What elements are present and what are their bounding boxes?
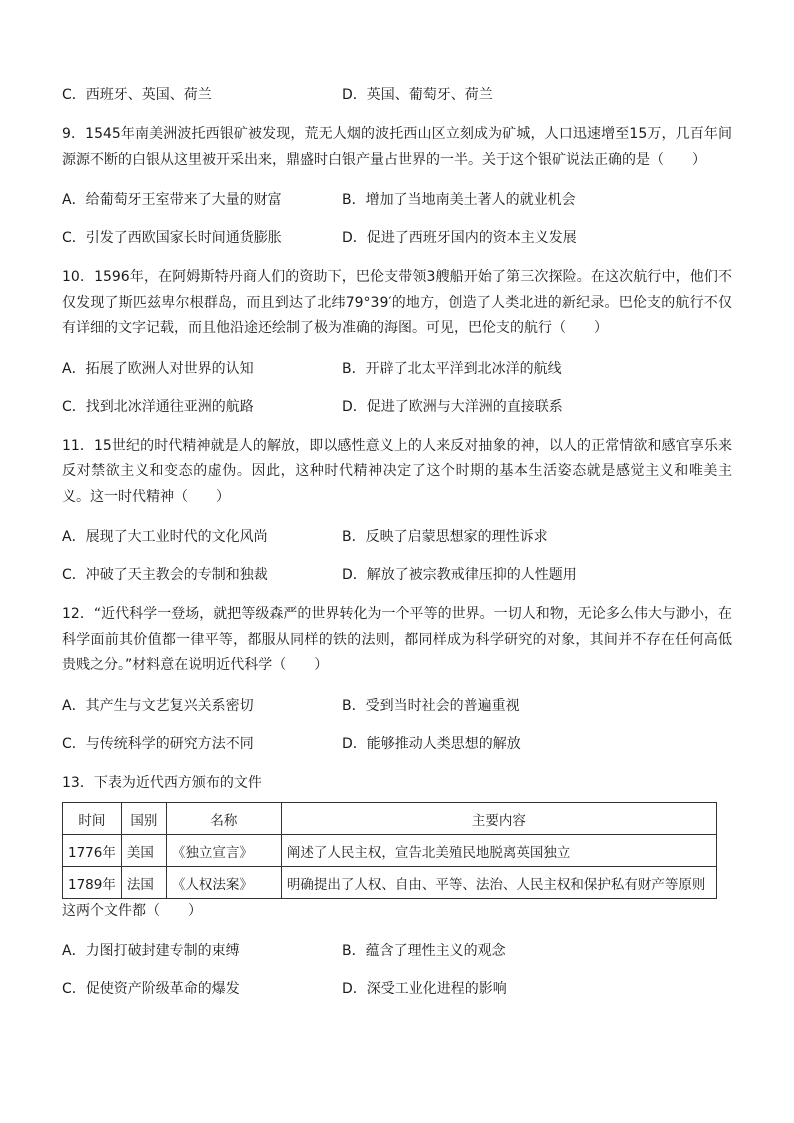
q11-stem: 11．15世纪的时代精神就是人的解放，即以感性意义上的人来反对抽象的神，以人的正常情欲和感官享乐来反对禁欲主义和变态的虚伪。因此，这种时代精神决定了这个时期的基本生活姿态就是感觉主义和唯美主义。这一时代精神（ ） bbox=[62, 437, 732, 505]
table-header-time: 时间 bbox=[63, 803, 122, 835]
q13-options-row-cd bbox=[62, 978, 732, 1000]
q9-stem: 9．1545年南美洲波托西银矿被发现，荒无人烟的波托西山区立刻成为矿城，人口迅速增至15万，几百年间源源不断的白银从这里被开采出来，鼎盛时白银产量占世界的一半。关于这个银矿说法正确的是（ ） bbox=[62, 126, 732, 168]
q8-options-row-cd bbox=[62, 84, 732, 106]
q10-options-row-ab bbox=[62, 358, 732, 380]
q10-stem: 10．1596年，在阿姆斯特丹商人们的资助下，巴伦支带领3艘船开始了第三次探险。在这次航行中，他们不仅发现了斯匹兹卑尔根群岛，而且到达了北纬79°39′的地方，创造了人类北进的新纪录。巴伦支的航行不仅有详细的文字记载，而且他沿途还绘制了极为准确的海图。可见，巴伦支的航行（ ） bbox=[62, 269, 732, 336]
table-cell-content: 明确提出了人权、自由、平等、法治、人民主权和保护私有财产等原则 bbox=[281, 867, 716, 899]
table-cell-time: 1789年 bbox=[63, 867, 122, 899]
q11-options-row-cd bbox=[62, 564, 732, 586]
q11-option-d: D．解放了被宗教戒律压抑的人性题用 bbox=[342, 567, 577, 583]
q13-option-c: C．促使资产阶级革命的爆发 bbox=[62, 980, 240, 997]
q11-option-c: C．冲破了天主教会的专制和独裁 bbox=[62, 567, 268, 583]
q12-option-b: B．受到当时社会的普遍重视 bbox=[342, 697, 520, 714]
q10-options-row-cd bbox=[62, 396, 732, 418]
documents-table bbox=[62, 802, 717, 899]
q8-option-c: C．西班牙、英国、荷兰 bbox=[62, 87, 212, 103]
q8-option-d: D．英国、葡萄牙、荷兰 bbox=[342, 87, 493, 103]
q12-option-a: A．其产生与文艺复兴关系密切 bbox=[62, 697, 254, 714]
q9-options-row-cd bbox=[62, 227, 732, 249]
q11-option-b: B．反映了启蒙思想家的理性诉求 bbox=[342, 529, 548, 545]
q13-option-b: B．蕴含了理性主义的观念 bbox=[342, 942, 506, 959]
table-cell-country: 美国 bbox=[121, 835, 166, 867]
table-cell-content: 阐述了人民主权，宣告北美殖民地脱离英国独立 bbox=[281, 835, 716, 867]
q10-option-b: B．开辟了北太平洋到北冰洋的航线 bbox=[342, 360, 562, 377]
q10-option-d: D．促进了欧洲与大洋洲的直接联系 bbox=[342, 398, 563, 415]
table-header-name: 名称 bbox=[166, 803, 281, 835]
q13-option-a: A．力图打破封建专制的束缚 bbox=[62, 942, 240, 959]
q10-option-c: C．找到北冰洋通往亚洲的航路 bbox=[62, 398, 254, 415]
q10-option-a: A．拓展了欧洲人对世界的认知 bbox=[62, 360, 254, 377]
table-cell-name: 《人权法案》 bbox=[166, 867, 281, 899]
q9-option-c: C．引发了西欧国家长时间通货膨胀 bbox=[62, 230, 282, 246]
table-row bbox=[63, 835, 717, 867]
q13-option-d: D．深受工业化进程的影响 bbox=[342, 980, 507, 997]
table-cell-country: 法国 bbox=[121, 867, 166, 899]
table-header-content: 主要内容 bbox=[281, 803, 716, 835]
table-header-country: 国别 bbox=[121, 803, 166, 835]
q12-options-row-cd bbox=[62, 733, 732, 755]
q13-stem: 13．下表为近代西方颁布的文件 bbox=[62, 774, 262, 791]
table-row bbox=[63, 867, 717, 899]
table-cell-name: 《独立宣言》 bbox=[166, 835, 281, 867]
q9-option-b: B．增加了当地南美土著人的就业机会 bbox=[342, 192, 576, 208]
q12-option-c: C．与传统科学的研究方法不同 bbox=[62, 735, 254, 752]
q12-option-d: D．能够推动人类思想的解放 bbox=[342, 735, 521, 752]
table-cell-time: 1776年 bbox=[63, 835, 122, 867]
q13-question: 这两个文件都（ ） bbox=[62, 903, 202, 919]
table-header-row bbox=[63, 803, 717, 835]
q12-options-row-ab bbox=[62, 695, 732, 717]
exam-page bbox=[62, 84, 732, 1000]
q9-option-d: D．促进了西班牙国内的资本主义发展 bbox=[342, 230, 577, 246]
q12-stem: 12．“近代科学一登场，就把等级森严的世界转化为一个平等的世界。一切人和物，无论多么伟大与渺小，在科学面前其价值都一律平等，都服从同样的铁的法则，都同样成为科学研究的对象，其间并不存在任何高低贵贱之分。”材料意在说明近代科学（ ） bbox=[62, 606, 732, 673]
q13-options-row-ab bbox=[62, 940, 732, 962]
q9-options-row-ab bbox=[62, 189, 732, 211]
q9-option-a: A．给葡萄牙王室带来了大量的财富 bbox=[62, 192, 282, 208]
q11-options-row-ab bbox=[62, 526, 732, 548]
q11-option-a: A．展现了大工业时代的文化风尚 bbox=[62, 529, 268, 545]
